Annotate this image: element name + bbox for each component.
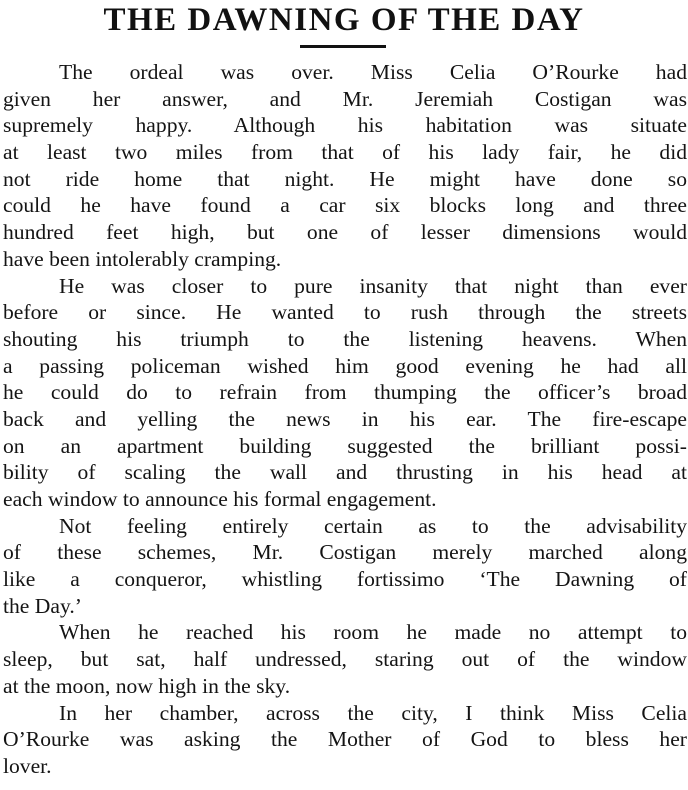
paragraph — [3, 59, 687, 273]
text-line: supremely happy. Although his habitation was situate — [3, 113, 687, 138]
text-line: O’Rourke was asking the Mother of God to bless her — [3, 727, 687, 752]
paragraph — [3, 619, 687, 699]
text-line: not ride home that night. He might have done so — [3, 166, 687, 191]
text-line: could he have found a car six blocks long and three — [3, 193, 687, 218]
paragraph — [3, 513, 687, 620]
text-line: of these schemes, Mr. Costigan merely marched along — [3, 540, 687, 565]
text-line: like a conqueror, whistling fortissimo ‘The Dawning of — [3, 567, 687, 592]
text-line: lover. — [3, 753, 52, 778]
text-line: In her chamber, across the city, I think Miss Celia — [59, 700, 687, 725]
paragraph — [3, 273, 687, 513]
article-title: THE DAWNING OF THE DAY — [103, 2, 585, 38]
text-line: the Day.’ — [3, 593, 82, 618]
text-line: Not feeling entirely certain as to the advisability — [59, 513, 687, 538]
text-line: hundred feet high, but one of lesser dimensions would — [3, 220, 687, 245]
text-line: a passing policeman wished him good evening he had all — [3, 353, 687, 378]
paragraph — [3, 700, 687, 780]
text-line: at the moon, now high in the sky. — [3, 673, 291, 698]
text-line: The ordeal was over. Miss Celia O’Rourke had — [59, 60, 687, 84]
title-rule — [300, 45, 386, 48]
text-line: bility of scaling the wall and thrusting in his head at — [3, 460, 687, 485]
text-line: each window to announce his formal engagement. — [3, 487, 437, 511]
text-line: have been intolerably cramping. — [3, 246, 282, 271]
text-line: before or since. He wanted to rush through the streets — [3, 300, 687, 325]
text-line: at least two miles from that of his lady fair, he did — [3, 140, 687, 165]
text-line: on an apartment building suggested the brilliant possi- — [3, 433, 687, 458]
text-line: he could do to refrain from thumping the officer’s broad — [3, 380, 687, 405]
text-line: When he reached his room he made no attempt to — [59, 620, 687, 645]
text-line: shouting his triumph to the listening heavens. When — [3, 326, 687, 351]
text-line: given her answer, and Mr. Jeremiah Costigan was — [3, 86, 687, 111]
text-line: He was closer to pure insanity that night than ever — [59, 273, 687, 298]
article-body — [3, 59, 687, 780]
text-line: back and yelling the news in his ear. The fire-escape — [3, 406, 687, 431]
text-line: sleep, but sat, half undressed, staring out of the window — [3, 647, 687, 672]
